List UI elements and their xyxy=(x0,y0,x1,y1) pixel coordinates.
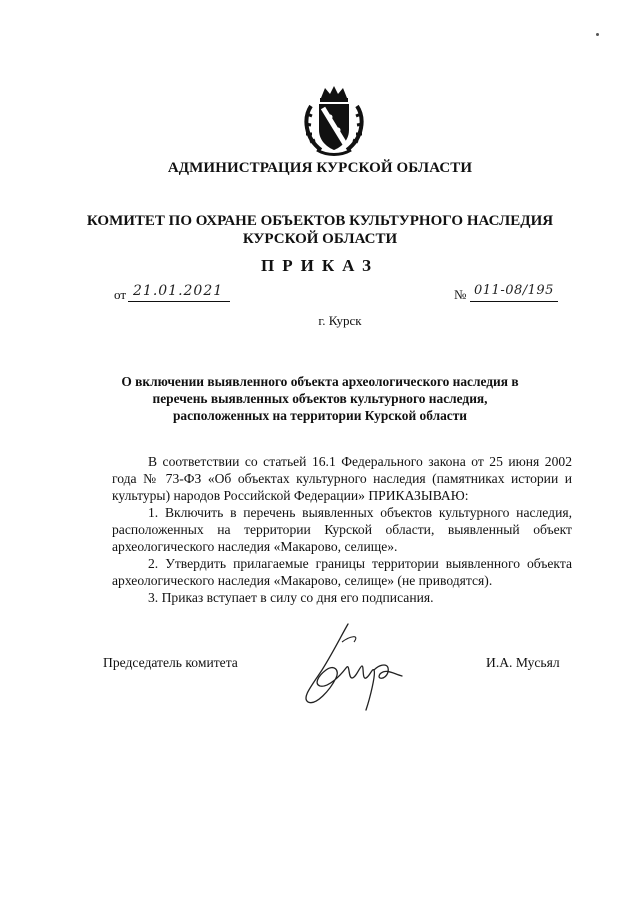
order-body xyxy=(112,453,572,606)
number-underline xyxy=(470,301,558,302)
body-item-1: 1. Включить в перечень выявленных объектов культурного наследия, расположенных на территории Курской области, выявленный объект археологического наследия «Макарово, селище». xyxy=(112,505,572,554)
subject-line2: перечень выявленных объектов культурного наследия, xyxy=(152,391,488,406)
administration-title: АДМИНИСТРАЦИЯ КУРСКОЙ ОБЛАСТИ xyxy=(167,160,473,176)
subject-line1: О включении выявленного объекта археологического наследия в xyxy=(121,374,519,389)
committee-title-line2: КУРСКОЙ ОБЛАСТИ xyxy=(242,231,398,247)
committee-title-line1: КОМИТЕТ ПО ОХРАНЕ ОБЪЕКТОВ КУЛЬТУРНОГО НАСЛЕДИЯ xyxy=(86,213,554,229)
handwritten-signature xyxy=(290,618,410,713)
document-type-title: ПРИКАЗ xyxy=(261,256,379,275)
scan-speck xyxy=(596,33,599,36)
body-item-2: 2. Утвердить прилагаемые границы территории выявленного объекта археологического наследия «Макарово, селище» (не приводятся). xyxy=(112,556,572,588)
number-label: № xyxy=(454,287,467,302)
coat-of-arms-icon xyxy=(299,84,369,156)
number-value-handwritten: 011-08/195 xyxy=(474,283,554,298)
date-label: от xyxy=(114,287,127,302)
body-item-3: 3. Приказ вступает в силу со дня его подписания. xyxy=(148,590,434,605)
signatory-name: И.А. Мусьял xyxy=(486,655,560,670)
city-label: г. Курск xyxy=(318,313,362,328)
date-underline xyxy=(128,301,230,302)
order-subject xyxy=(0,373,640,424)
body-intro: В соответствии со статьей 16.1 Федерального закона от 25 июня 2002 года № 73-ФЗ «Об объектах культурного наследия (памятниках истории и культуры) народов Российской Федерации» ПРИКАЗЫВАЮ: xyxy=(112,454,572,503)
signatory-title: Председатель комитета xyxy=(103,655,238,670)
subject-line3: расположенных на территории Курской области xyxy=(172,408,468,423)
committee-title xyxy=(0,212,640,248)
date-value-handwritten: 21.01.2021 xyxy=(133,283,224,299)
